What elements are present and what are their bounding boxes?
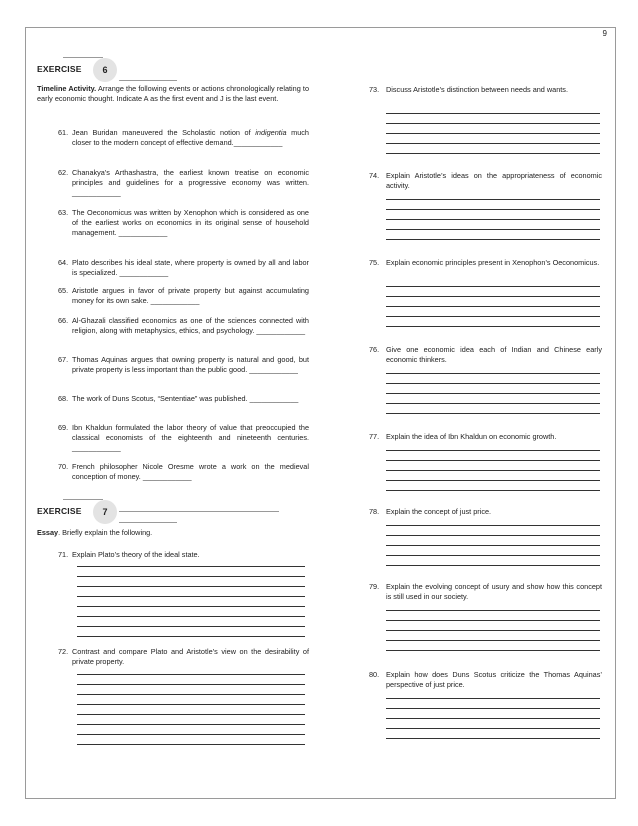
item-number: 64. [58, 258, 69, 267]
answer-line [77, 626, 305, 627]
answer-line [386, 490, 600, 491]
answer-line [386, 708, 600, 709]
answer-line [386, 610, 600, 611]
item-text: Aristotle argues in favor of private property but against accumulating money for its own sake. ____________ [72, 286, 309, 305]
exercise-label: EXERCISE [37, 64, 82, 74]
item-number: 78. [369, 507, 380, 516]
item-number: 62. [58, 168, 69, 177]
essay-question-71 [58, 550, 309, 560]
essay-question-78 [369, 507, 602, 517]
essay-question-73 [369, 85, 602, 105]
answer-line [386, 698, 600, 699]
exercise-number-badge: 7 [93, 500, 117, 524]
answer-line [386, 718, 600, 719]
instruction-title: Timeline Activity. [37, 84, 97, 93]
item-text: Jean Buridan maneuvered the Scholastic notion of indigentia much closer to the modern concept of effective demand.____________ [72, 128, 309, 147]
item-text: Chanakya's Arthashastra, the earliest known treatise on economic principles and guidelines for a progressive economy was written. ____________ [72, 168, 309, 197]
answer-line [386, 630, 600, 631]
list-item-68 [58, 394, 309, 414]
item-text: Al-Ghazali classified economics as one of the sciences connected with religion, along with metaphysics, ethics, and psychology. ____________ [72, 316, 309, 335]
answer-line [77, 616, 305, 617]
item-text: Explain economic principles present in Xenophon’s Oeconomicus. [386, 258, 600, 267]
answer-line [386, 123, 600, 124]
item-number: 75. [369, 258, 380, 267]
item-text: Give one economic idea each of Indian and Chinese early economic thinkers. [386, 345, 602, 364]
answer-line [386, 650, 600, 651]
answer-line [386, 460, 600, 461]
answer-line [386, 413, 600, 414]
answer-line [77, 684, 305, 685]
answer-line [386, 143, 600, 144]
answer-line [386, 545, 600, 546]
answer-line [77, 674, 305, 675]
answer-line [386, 470, 600, 471]
answer-line [386, 316, 600, 317]
answer-line [386, 286, 600, 287]
header-rule-bottom [119, 80, 177, 81]
answer-line [386, 535, 600, 536]
list-item-65 [58, 286, 309, 306]
answer-line [386, 640, 600, 641]
item-number: 67. [58, 355, 69, 364]
answer-line [77, 704, 305, 705]
item-text: Explain the idea of Ibn Khaldun on economic growth. [386, 432, 557, 441]
answer-line [77, 586, 305, 587]
item-text: Discuss Aristotle’s distinction between needs and wants. [386, 85, 568, 94]
answer-line [386, 306, 600, 307]
answer-line [386, 403, 600, 404]
item-number: 69. [58, 423, 69, 432]
italic-term: indigentia [255, 128, 287, 137]
answer-line [77, 576, 305, 577]
essay-question-72 [58, 647, 309, 667]
answer-line [77, 714, 305, 715]
answer-line [386, 373, 600, 374]
answer-line [77, 636, 305, 637]
exercise-6-header [37, 58, 309, 80]
item-text: Plato describes his ideal state, where property is owned by all and labor is specialized. ____________ [72, 258, 309, 277]
list-item-61 [58, 128, 309, 158]
instruction-title: Essay [37, 528, 59, 537]
item-text: Explain the evolving concept of usury and show how this concept is still used in our society. [386, 582, 602, 601]
item-text: The Oeconomicus was written by Xenophon which is considered as one of the earliest works on economics in its original sense of household management. ____________ [72, 208, 309, 237]
item-text: Explain how does Duns Scotus criticize the Thomas Aquinas’ perspective of just price. [386, 670, 602, 689]
item-number: 61. [58, 128, 69, 137]
answer-line [77, 566, 305, 567]
answer-line [77, 734, 305, 735]
item-number: 70. [58, 462, 69, 471]
item-number: 73. [369, 85, 380, 94]
answer-line [386, 738, 600, 739]
list-item-69 [58, 423, 309, 453]
answer-line [386, 555, 600, 556]
item-number: 79. [369, 582, 380, 591]
answer-line [386, 525, 600, 526]
answer-line [77, 606, 305, 607]
item-text: Explain the concept of just price. [386, 507, 492, 516]
answer-line [386, 326, 600, 327]
essay-question-80 [369, 670, 602, 690]
answer-line [386, 728, 600, 729]
item-number: 68. [58, 394, 69, 403]
exercise-7-header [37, 500, 309, 522]
essay-question-77 [369, 432, 602, 442]
answer-line [77, 694, 305, 695]
list-item-64 [58, 258, 309, 278]
exercise-6-instructions [37, 84, 309, 104]
answer-line [386, 239, 600, 240]
item-text: The work of Duns Scotus, “Sententiae” was published. ____________ [72, 394, 299, 403]
exercise-label: EXERCISE [37, 506, 82, 516]
instruction-text: . Briefly explain the following. [58, 528, 153, 537]
item-number: 65. [58, 286, 69, 295]
header-rule-side [119, 511, 279, 512]
list-item-62 [58, 168, 309, 198]
page-number: 9 [602, 29, 607, 38]
answer-line [386, 153, 600, 154]
item-text: Explain Plato’s theory of the ideal state. [72, 550, 200, 559]
answer-line [386, 480, 600, 481]
header-rule-top [63, 499, 103, 500]
item-text: Ibn Khaldun formulated the labor theory of value that preoccupied the classical economists of the eighteenth and nineteenth centuries. ____________ [72, 423, 309, 452]
answer-line [386, 620, 600, 621]
list-item-66 [58, 316, 309, 346]
list-item-70 [58, 462, 309, 482]
list-item-67 [58, 355, 309, 385]
exercise-number-badge: 6 [93, 58, 117, 82]
answer-line [386, 383, 600, 384]
item-text: Thomas Aquinas argues that owning property is natural and good, but private property is less important than the public good. ____________ [72, 355, 309, 374]
essay-question-79 [369, 582, 602, 602]
essay-question-75 [369, 258, 602, 278]
answer-line [386, 565, 600, 566]
header-rule-top [63, 57, 103, 58]
answer-line [386, 199, 600, 200]
item-text: Contrast and compare Plato and Aristotle’s view on the desirability of private property. [72, 647, 309, 666]
item-number: 63. [58, 208, 69, 217]
instruction-text: Arrange the following events or actions chronologically relating to early economic thought. Indicate A as the first event and J is the last event. [37, 84, 310, 103]
item-number: 76. [369, 345, 380, 354]
item-number: 66. [58, 316, 69, 325]
answer-line [386, 133, 600, 134]
answer-line [77, 744, 305, 745]
essay-question-74 [369, 171, 602, 191]
item-number: 80. [369, 670, 380, 679]
answer-line [77, 596, 305, 597]
answer-line [386, 450, 600, 451]
item-number: 77. [369, 432, 380, 441]
item-text: Explain Aristotle’s ideas on the appropriateness of economic activity. [386, 171, 602, 190]
answer-line [386, 209, 600, 210]
answer-line [77, 724, 305, 725]
answer-line [386, 296, 600, 297]
item-text: French philosopher Nicole Oresme wrote a work on the medieval conception of money. ____________ [72, 462, 309, 481]
worksheet-page [25, 27, 616, 799]
answer-line [386, 393, 600, 394]
item-number: 74. [369, 171, 380, 180]
answer-line [386, 113, 600, 114]
essay-question-76 [369, 345, 602, 365]
list-item-63 [58, 208, 309, 248]
right-column [369, 28, 602, 800]
item-number: 72. [58, 647, 69, 656]
answer-line [386, 229, 600, 230]
answer-line [386, 219, 600, 220]
header-rule-bottom [119, 522, 177, 523]
item-number: 71. [58, 550, 69, 559]
exercise-7-instructions [37, 528, 309, 538]
